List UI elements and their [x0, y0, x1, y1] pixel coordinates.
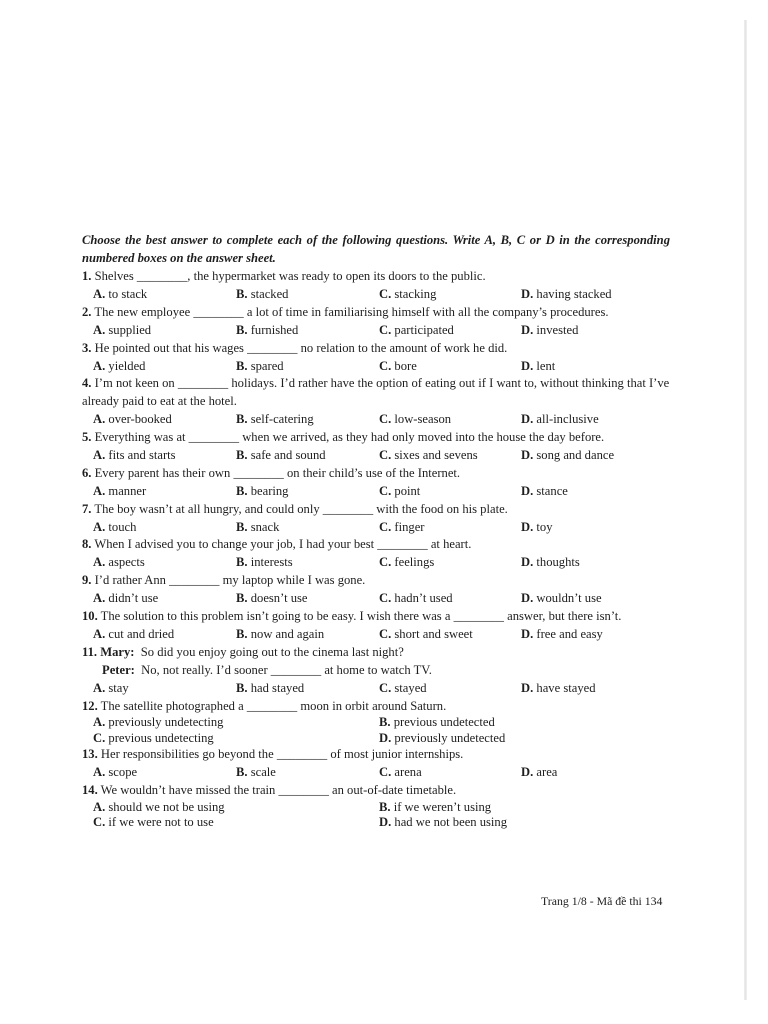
- option-letter: D.: [521, 322, 534, 337]
- option-text: touch: [108, 519, 137, 534]
- option-d: [521, 411, 599, 429]
- question-stem: [82, 268, 670, 286]
- option-letter: C.: [379, 555, 392, 570]
- option-text: lent: [536, 358, 556, 373]
- option-a: [93, 322, 151, 340]
- option-text: area: [536, 764, 558, 779]
- option-text: now and again: [250, 626, 325, 641]
- options-row: [82, 731, 670, 746]
- question-8: [82, 536, 670, 572]
- question-3: [82, 340, 670, 376]
- question-11: [82, 644, 670, 698]
- question-text: We wouldn’t have missed the train ________ an out-of-date timetable.: [100, 782, 457, 797]
- option-text: free and easy: [536, 626, 603, 641]
- option-a: [93, 519, 136, 537]
- question-number: 6.: [82, 465, 92, 480]
- question-text: The boy wasn’t at all hungry, and could only ________ with the food on his plate.: [94, 501, 508, 516]
- option-letter: B.: [236, 483, 248, 498]
- option-letter: B.: [236, 448, 248, 462]
- question-text: I’d rather Ann ________ my laptop while I was gone.: [94, 573, 366, 588]
- option-letter: A.: [93, 715, 106, 730]
- option-text: if we weren’t using: [393, 799, 492, 814]
- question-stem: [82, 698, 670, 716]
- question-9: [82, 572, 670, 608]
- option-d: [521, 358, 555, 376]
- speaker-label: Mary:: [100, 644, 135, 659]
- option-letter: C.: [379, 322, 392, 337]
- options-row: [82, 680, 670, 698]
- question-number: 12.: [82, 698, 98, 713]
- option-letter: D.: [521, 764, 534, 779]
- option-d: [521, 764, 557, 782]
- question-stem: [82, 429, 670, 447]
- option-text: scale: [250, 764, 276, 779]
- options-row: [82, 483, 670, 501]
- question-stem: [82, 608, 670, 626]
- option-c: [379, 483, 420, 501]
- options-row: [82, 590, 670, 608]
- option-a: [93, 286, 147, 304]
- option-text: bore: [394, 358, 417, 373]
- option-c: [379, 519, 424, 537]
- question-7: [82, 501, 670, 537]
- option-letter: C.: [379, 286, 392, 301]
- option-text: stay: [108, 680, 129, 695]
- option-letter: B.: [236, 591, 248, 606]
- option-text: yielded: [108, 358, 146, 373]
- option-d: [521, 590, 602, 608]
- question-stem: [82, 746, 670, 764]
- option-letter: B.: [379, 715, 391, 730]
- option-a: [93, 358, 145, 376]
- option-text: thoughts: [536, 555, 580, 570]
- option-text: over-booked: [108, 412, 172, 427]
- question-10: [82, 608, 670, 644]
- option-d: [521, 626, 603, 644]
- page-edge-shadow: [744, 20, 747, 1000]
- option-letter: B.: [236, 626, 248, 641]
- option-letter: D.: [521, 591, 534, 606]
- dialogue-line: [82, 662, 670, 680]
- question-6: [82, 465, 670, 501]
- option-b: [236, 590, 308, 608]
- option-a: [93, 715, 223, 730]
- options-row: [82, 815, 670, 830]
- question-text: Shelves ________, the hypermarket was ready to open its doors to the public.: [94, 269, 486, 283]
- option-text: bearing: [250, 483, 289, 498]
- option-text: finger: [394, 519, 425, 534]
- option-text: have stayed: [536, 680, 596, 695]
- option-b: [236, 322, 298, 340]
- option-letter: D.: [521, 626, 534, 641]
- question-2: [82, 304, 670, 340]
- option-c: [379, 411, 451, 429]
- option-letter: D.: [521, 555, 534, 570]
- option-text: stance: [536, 483, 568, 498]
- option-c: [379, 447, 478, 465]
- option-a: [93, 554, 145, 572]
- option-d: [521, 447, 614, 465]
- question-stem: [82, 340, 670, 358]
- option-text: feelings: [394, 555, 435, 570]
- question-number: 13.: [82, 746, 98, 761]
- option-text: hadn’t used: [394, 591, 453, 606]
- option-c: [379, 626, 473, 644]
- question-text: Everything was at ________ when we arrived, as they had only moved into the house the day before.: [94, 430, 605, 445]
- option-a: [93, 590, 158, 608]
- option-text: supplied: [108, 322, 152, 337]
- question-stem: [82, 304, 670, 322]
- question-stem: [82, 644, 670, 662]
- question-text: When I advised you to change your job, I had your best ________ at heart.: [94, 537, 472, 552]
- option-d: [379, 731, 505, 746]
- option-text: spared: [250, 358, 284, 373]
- option-letter: A.: [93, 286, 106, 301]
- option-a: [93, 447, 176, 465]
- option-letter: C.: [379, 626, 392, 641]
- option-b: [236, 358, 284, 376]
- option-d: [521, 483, 568, 501]
- option-text: previously undetected: [394, 730, 506, 745]
- option-letter: A.: [93, 322, 106, 337]
- options-row: [82, 626, 670, 644]
- option-letter: C.: [379, 448, 392, 462]
- option-c: [379, 590, 453, 608]
- option-c: [379, 554, 434, 572]
- question-stem: [82, 782, 670, 800]
- option-letter: A.: [93, 591, 106, 606]
- option-letter: A.: [93, 483, 106, 498]
- option-text: wouldn’t use: [536, 591, 602, 606]
- option-c: [379, 322, 454, 340]
- question-text: Her responsibilities go beyond the ________ of most junior internships.: [100, 746, 464, 761]
- option-letter: B.: [236, 322, 248, 337]
- option-a: [93, 411, 172, 429]
- option-letter: B.: [236, 555, 248, 570]
- question-number: 11.: [82, 644, 98, 659]
- option-letter: D.: [521, 680, 534, 695]
- option-b: [236, 764, 276, 782]
- option-letter: A.: [93, 680, 106, 695]
- option-letter: A.: [93, 519, 106, 534]
- question-stem: [82, 501, 670, 519]
- question-number: 8.: [82, 537, 92, 552]
- page-footer: Trang 1/8 - Mã đề thi 134: [541, 894, 663, 908]
- question-4: [82, 375, 670, 429]
- options-row: [82, 411, 670, 429]
- question-number: 10.: [82, 609, 98, 624]
- option-letter: C.: [379, 764, 392, 779]
- question-stem: [82, 375, 670, 411]
- option-text: low-season: [394, 412, 452, 427]
- option-b: [236, 554, 293, 572]
- option-d: [379, 815, 507, 830]
- option-text: stayed: [394, 680, 427, 695]
- option-text: safe and sound: [250, 448, 326, 462]
- options-row: [82, 286, 670, 304]
- question-text: The solution to this problem isn’t going to be easy. I wish there was a ________ answer, but there isn’t.: [100, 609, 622, 624]
- option-c: [379, 680, 427, 698]
- option-letter: C.: [93, 814, 106, 829]
- exam-content: [82, 231, 670, 830]
- option-d: [521, 519, 553, 537]
- option-letter: C.: [379, 358, 392, 373]
- option-a: [93, 680, 129, 698]
- options-row: [82, 519, 670, 537]
- option-letter: B.: [236, 680, 248, 695]
- option-text: stacked: [250, 286, 289, 301]
- option-letter: B.: [236, 412, 248, 427]
- option-text: sixes and sevens: [394, 448, 478, 462]
- option-text: invested: [536, 322, 579, 337]
- option-text: arena: [394, 764, 422, 779]
- option-b: [379, 715, 495, 730]
- option-letter: A.: [93, 448, 106, 462]
- option-text: short and sweet: [394, 626, 473, 641]
- option-text: all-inclusive: [536, 412, 599, 427]
- dialogue-text: No, not really. I’d sooner ________ at home to watch TV.: [141, 662, 432, 677]
- option-text: should we not be using: [108, 799, 225, 814]
- option-d: [521, 554, 580, 572]
- option-letter: B.: [379, 799, 391, 814]
- option-letter: C.: [379, 412, 392, 427]
- options-row: [82, 554, 670, 572]
- option-text: didn’t use: [108, 591, 159, 606]
- question-stem: [82, 572, 670, 590]
- option-letter: C.: [93, 730, 106, 745]
- question-list: [82, 268, 670, 830]
- option-a: [93, 764, 137, 782]
- option-letter: A.: [93, 412, 106, 427]
- option-text: participated: [394, 322, 454, 337]
- question-text: Every parent has their own ________ on their child’s use of the Internet.: [94, 465, 461, 480]
- question-12: [82, 698, 670, 746]
- option-c: [379, 358, 417, 376]
- option-letter: A.: [93, 358, 106, 373]
- option-a: [93, 800, 225, 815]
- option-text: previous undetected: [393, 715, 495, 730]
- question-text: The satellite photographed a ________ moon in orbit around Saturn.: [100, 698, 447, 713]
- question-number: 14.: [82, 782, 98, 797]
- option-letter: D.: [521, 483, 534, 498]
- option-text: doesn’t use: [250, 591, 308, 606]
- question-stem: [82, 465, 670, 483]
- option-text: snack: [250, 519, 280, 534]
- option-text: manner: [108, 483, 147, 498]
- options-row: [82, 358, 670, 376]
- option-letter: C.: [379, 519, 392, 534]
- options-row: [82, 322, 670, 340]
- option-b: [236, 411, 314, 429]
- option-b: [236, 483, 288, 501]
- question-1: [82, 268, 670, 304]
- instruction-text: Choose the best answer to complete each of the following questions. Write A, B, C or D in the corresponding numbered boxes on the answer sheet.: [82, 233, 670, 265]
- option-letter: D.: [521, 358, 534, 373]
- question-text: I’m not keen on ________ holidays. I’d rather have the option of eating out if I want to, without thinking that I’ve already paid to eat at the hotel.: [82, 376, 670, 409]
- option-c: [379, 764, 422, 782]
- option-text: interests: [250, 555, 293, 570]
- option-text: fits and starts: [108, 448, 176, 462]
- question-14: [82, 782, 670, 830]
- option-letter: B.: [236, 764, 248, 779]
- option-letter: B.: [236, 519, 248, 534]
- option-letter: B.: [236, 286, 248, 301]
- option-text: point: [394, 483, 421, 498]
- option-d: [521, 286, 612, 304]
- option-letter: A.: [93, 555, 106, 570]
- question-number: 1.: [82, 269, 92, 283]
- option-letter: C.: [379, 483, 392, 498]
- option-letter: D.: [521, 519, 534, 534]
- option-b: [236, 447, 326, 465]
- question-text: The new employee ________ a lot of time in familiarising himself with all the company’s procedures.: [94, 304, 609, 319]
- question-5: [82, 429, 670, 465]
- option-letter: B.: [236, 358, 248, 373]
- option-letter: A.: [93, 764, 106, 779]
- option-text: had we not been using: [394, 814, 508, 829]
- option-letter: C.: [379, 591, 392, 606]
- question-number: 3.: [82, 340, 92, 355]
- question-text: So did you enjoy going out to the cinema last night?: [140, 644, 404, 659]
- option-text: aspects: [108, 555, 145, 570]
- option-c: [379, 286, 436, 304]
- option-letter: A.: [93, 626, 106, 641]
- option-letter: D.: [521, 286, 534, 301]
- option-text: song and dance: [536, 448, 615, 462]
- options-row: [82, 764, 670, 782]
- option-text: had stayed: [250, 680, 305, 695]
- option-text: previous undetecting: [108, 730, 214, 745]
- option-b: [236, 680, 304, 698]
- option-text: scope: [108, 764, 138, 779]
- option-text: stacking: [394, 286, 437, 301]
- options-row: [82, 800, 670, 815]
- option-a: [93, 626, 174, 644]
- option-letter: D.: [379, 814, 392, 829]
- option-text: having stacked: [536, 286, 612, 301]
- speaker-label: Peter:: [102, 662, 135, 677]
- option-text: previously undetecting: [108, 715, 224, 730]
- question-number: 7.: [82, 501, 92, 516]
- question-number: 9.: [82, 573, 92, 588]
- question-number: 2.: [82, 304, 92, 319]
- question-number: 5.: [82, 430, 92, 445]
- option-letter: C.: [379, 680, 392, 695]
- question-13: [82, 746, 670, 782]
- option-d: [521, 680, 596, 698]
- option-text: furnished: [250, 322, 299, 337]
- option-text: cut and dried: [108, 626, 175, 641]
- option-b: [236, 519, 279, 537]
- option-letter: A.: [93, 799, 106, 814]
- option-c: [93, 731, 214, 746]
- option-letter: D.: [379, 730, 392, 745]
- option-d: [521, 322, 578, 340]
- question-stem: [82, 536, 670, 554]
- question-number: 4.: [82, 376, 92, 391]
- option-text: self-catering: [250, 412, 314, 427]
- option-a: [93, 483, 146, 501]
- options-row: [82, 447, 670, 465]
- option-c: [93, 815, 214, 830]
- option-b: [236, 286, 288, 304]
- options-row: [82, 715, 670, 730]
- option-letter: D.: [521, 412, 534, 427]
- question-text: He pointed out that his wages ________ no relation to the amount of work he did.: [94, 340, 508, 355]
- option-b: [236, 626, 324, 644]
- option-text: toy: [536, 519, 553, 534]
- option-letter: D.: [521, 448, 534, 462]
- option-text: to stack: [108, 286, 148, 301]
- option-b: [379, 800, 491, 815]
- option-text: if we were not to use: [108, 814, 214, 829]
